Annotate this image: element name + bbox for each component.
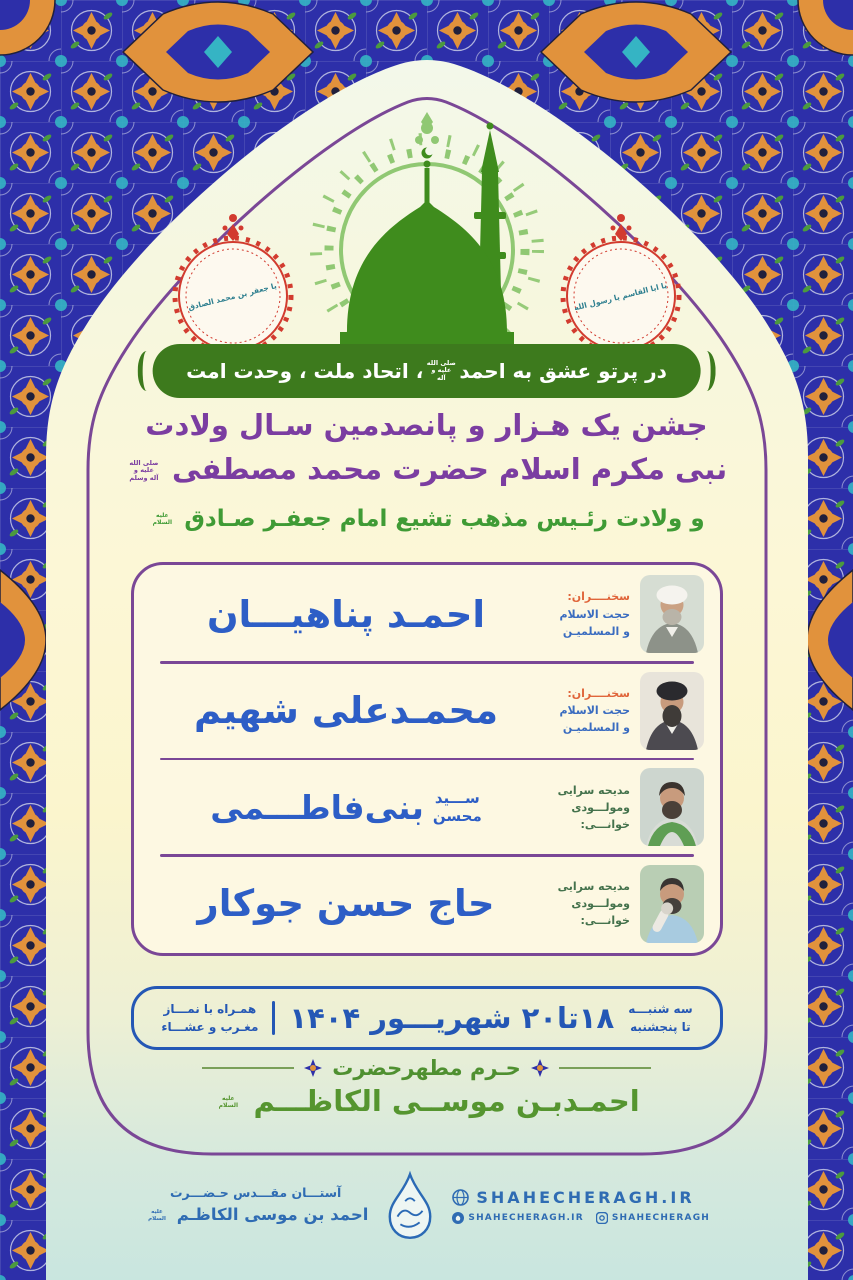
date-value: ۱۸تا۲۰ شهریـــور ۱۴۰۴ xyxy=(289,1001,615,1035)
speaker-name xyxy=(150,788,542,827)
speaker-name-main: بنی‌فاطـــمی xyxy=(210,787,424,827)
speaker-role xyxy=(542,685,630,736)
website-row xyxy=(452,1188,710,1207)
role-line: سخنــــران: xyxy=(567,687,630,701)
role-line: ومولـــودی xyxy=(571,897,630,911)
eitaa-handle xyxy=(452,1212,583,1224)
org-line2-text: احمد بن موسی الکاظـم xyxy=(176,1205,369,1224)
speaker-row-4 xyxy=(134,857,720,951)
venue-line2 xyxy=(0,1084,853,1118)
bale-icon xyxy=(596,1212,608,1224)
tile-flower-icon xyxy=(531,1059,549,1077)
globe-icon xyxy=(452,1189,469,1206)
singer-with-microphone-avatar xyxy=(640,865,704,943)
date-note-line: همـراه با نمـــاز xyxy=(163,1002,257,1016)
role-line: مدیحه سرایی xyxy=(557,783,630,797)
speaker-role xyxy=(542,588,630,639)
speaker-photo-jokar xyxy=(640,865,704,943)
headline-line2 xyxy=(0,452,853,486)
headline-line3-text: و ولادت رئـیس مذهب تشیع امام جعفـر صـادق xyxy=(184,506,705,532)
tile-flower-icon xyxy=(304,1059,322,1077)
role-line: و المسلمیـن xyxy=(562,624,630,638)
date-box xyxy=(131,986,723,1050)
organization-name xyxy=(143,1184,368,1228)
banner-ornament-left xyxy=(137,351,155,391)
venue xyxy=(0,1056,853,1118)
salawat-mark: صلی الله علیه و آله وسلم xyxy=(129,458,159,482)
speaker-role xyxy=(542,878,630,929)
footer xyxy=(0,1170,853,1242)
medallion-left-text: یا جعفر بن محمد الصادق xyxy=(187,281,278,312)
role-line: خوانـــی: xyxy=(580,817,630,831)
date-days xyxy=(628,1000,692,1036)
headline-line3 xyxy=(0,506,853,532)
venue-line2-text: احمـدبـن موســی الکاظـــم xyxy=(253,1084,640,1118)
name-prefix-line: ســـید xyxy=(434,788,480,807)
speaker-row-2 xyxy=(134,664,720,758)
role-line: خوانـــی: xyxy=(580,914,630,928)
speaker-name-prefix xyxy=(433,789,482,827)
speakers-panel xyxy=(131,562,723,956)
org-line1: آستـــان مقـــدس حـضـــرت xyxy=(170,1185,342,1201)
alayhissalam-mark: علیه السلام xyxy=(152,511,173,526)
date-days-line: تا پنجشنبه xyxy=(630,1020,691,1034)
banner-text-before: در پرتو عشق به احمد xyxy=(459,359,667,383)
speaker-row-3 xyxy=(134,760,720,854)
salawat-mark: صلی الله علیه و آله xyxy=(426,358,456,382)
speaker-role xyxy=(542,782,630,833)
role-line: حجت الاسلام xyxy=(559,704,630,718)
calligraphy-medallion-left xyxy=(175,214,291,354)
shahcheragh-logo xyxy=(384,1170,436,1242)
role-line: ومولـــودی xyxy=(571,800,630,814)
venue-rule xyxy=(202,1067,294,1069)
speaker-photo-banifatemi xyxy=(640,768,704,846)
medallion-right-text: یا ابا القاسم یا رسول الله xyxy=(573,280,668,313)
role-line: و المسلمیـن xyxy=(562,721,630,735)
date-note xyxy=(161,1000,258,1036)
role-line: سخنــــران: xyxy=(567,590,630,604)
footer-socials xyxy=(452,1188,710,1224)
website-url: SHAHECHERAGH.IR xyxy=(476,1188,695,1207)
bale-handle-text: SHAHECHERAGH xyxy=(611,1213,711,1223)
alayhissalam-mark: علیه السلام xyxy=(148,1209,166,1222)
eitaa-icon xyxy=(452,1212,464,1224)
calligraphy-medallion-right xyxy=(563,214,679,354)
headline-line1: جشن یک هـزار و پانصدمین سـال ولادت xyxy=(145,408,708,442)
theme-banner xyxy=(152,344,701,398)
banner-text-after: ، اتحاد ملت ، وحدت امت xyxy=(186,359,424,383)
speaker-name: حاج حسن جوکار xyxy=(197,882,495,926)
date-note-line: مغـرب و عشـــاء xyxy=(161,1020,259,1034)
role-line: حجت الاسلام xyxy=(559,607,630,621)
speaker-name: احمـد پناهیـــان xyxy=(206,592,486,636)
role-line: مدیحه سرایی xyxy=(557,880,630,894)
cleric-white-turban-avatar xyxy=(640,575,704,653)
speaker-photo-shahim xyxy=(640,672,704,750)
speaker-photo-panahian xyxy=(640,575,704,653)
date-divider xyxy=(272,1001,275,1035)
cleric-black-turban-avatar xyxy=(640,672,704,750)
bale-handle xyxy=(596,1212,710,1224)
venue-rule xyxy=(559,1067,651,1069)
date-days-line: سه شنبـــه xyxy=(628,1002,693,1016)
reciter-green-scarf-avatar xyxy=(640,768,704,846)
speaker-row-1 xyxy=(134,567,720,661)
org-line2 xyxy=(143,1203,368,1228)
speaker-name: محمـدعلی شهیم xyxy=(193,689,499,733)
alayhissalam-mark: علیه السلام xyxy=(218,1095,239,1109)
venue-line1: حـرم مطهرحضرت xyxy=(332,1056,521,1080)
name-prefix-line: محسن xyxy=(432,807,482,826)
eitaa-handle-text: SHAHECHERAGH.IR xyxy=(468,1213,584,1223)
headline-line2-text: نبی مکرم اسلام حضرت محمد مصطفی xyxy=(172,452,728,486)
